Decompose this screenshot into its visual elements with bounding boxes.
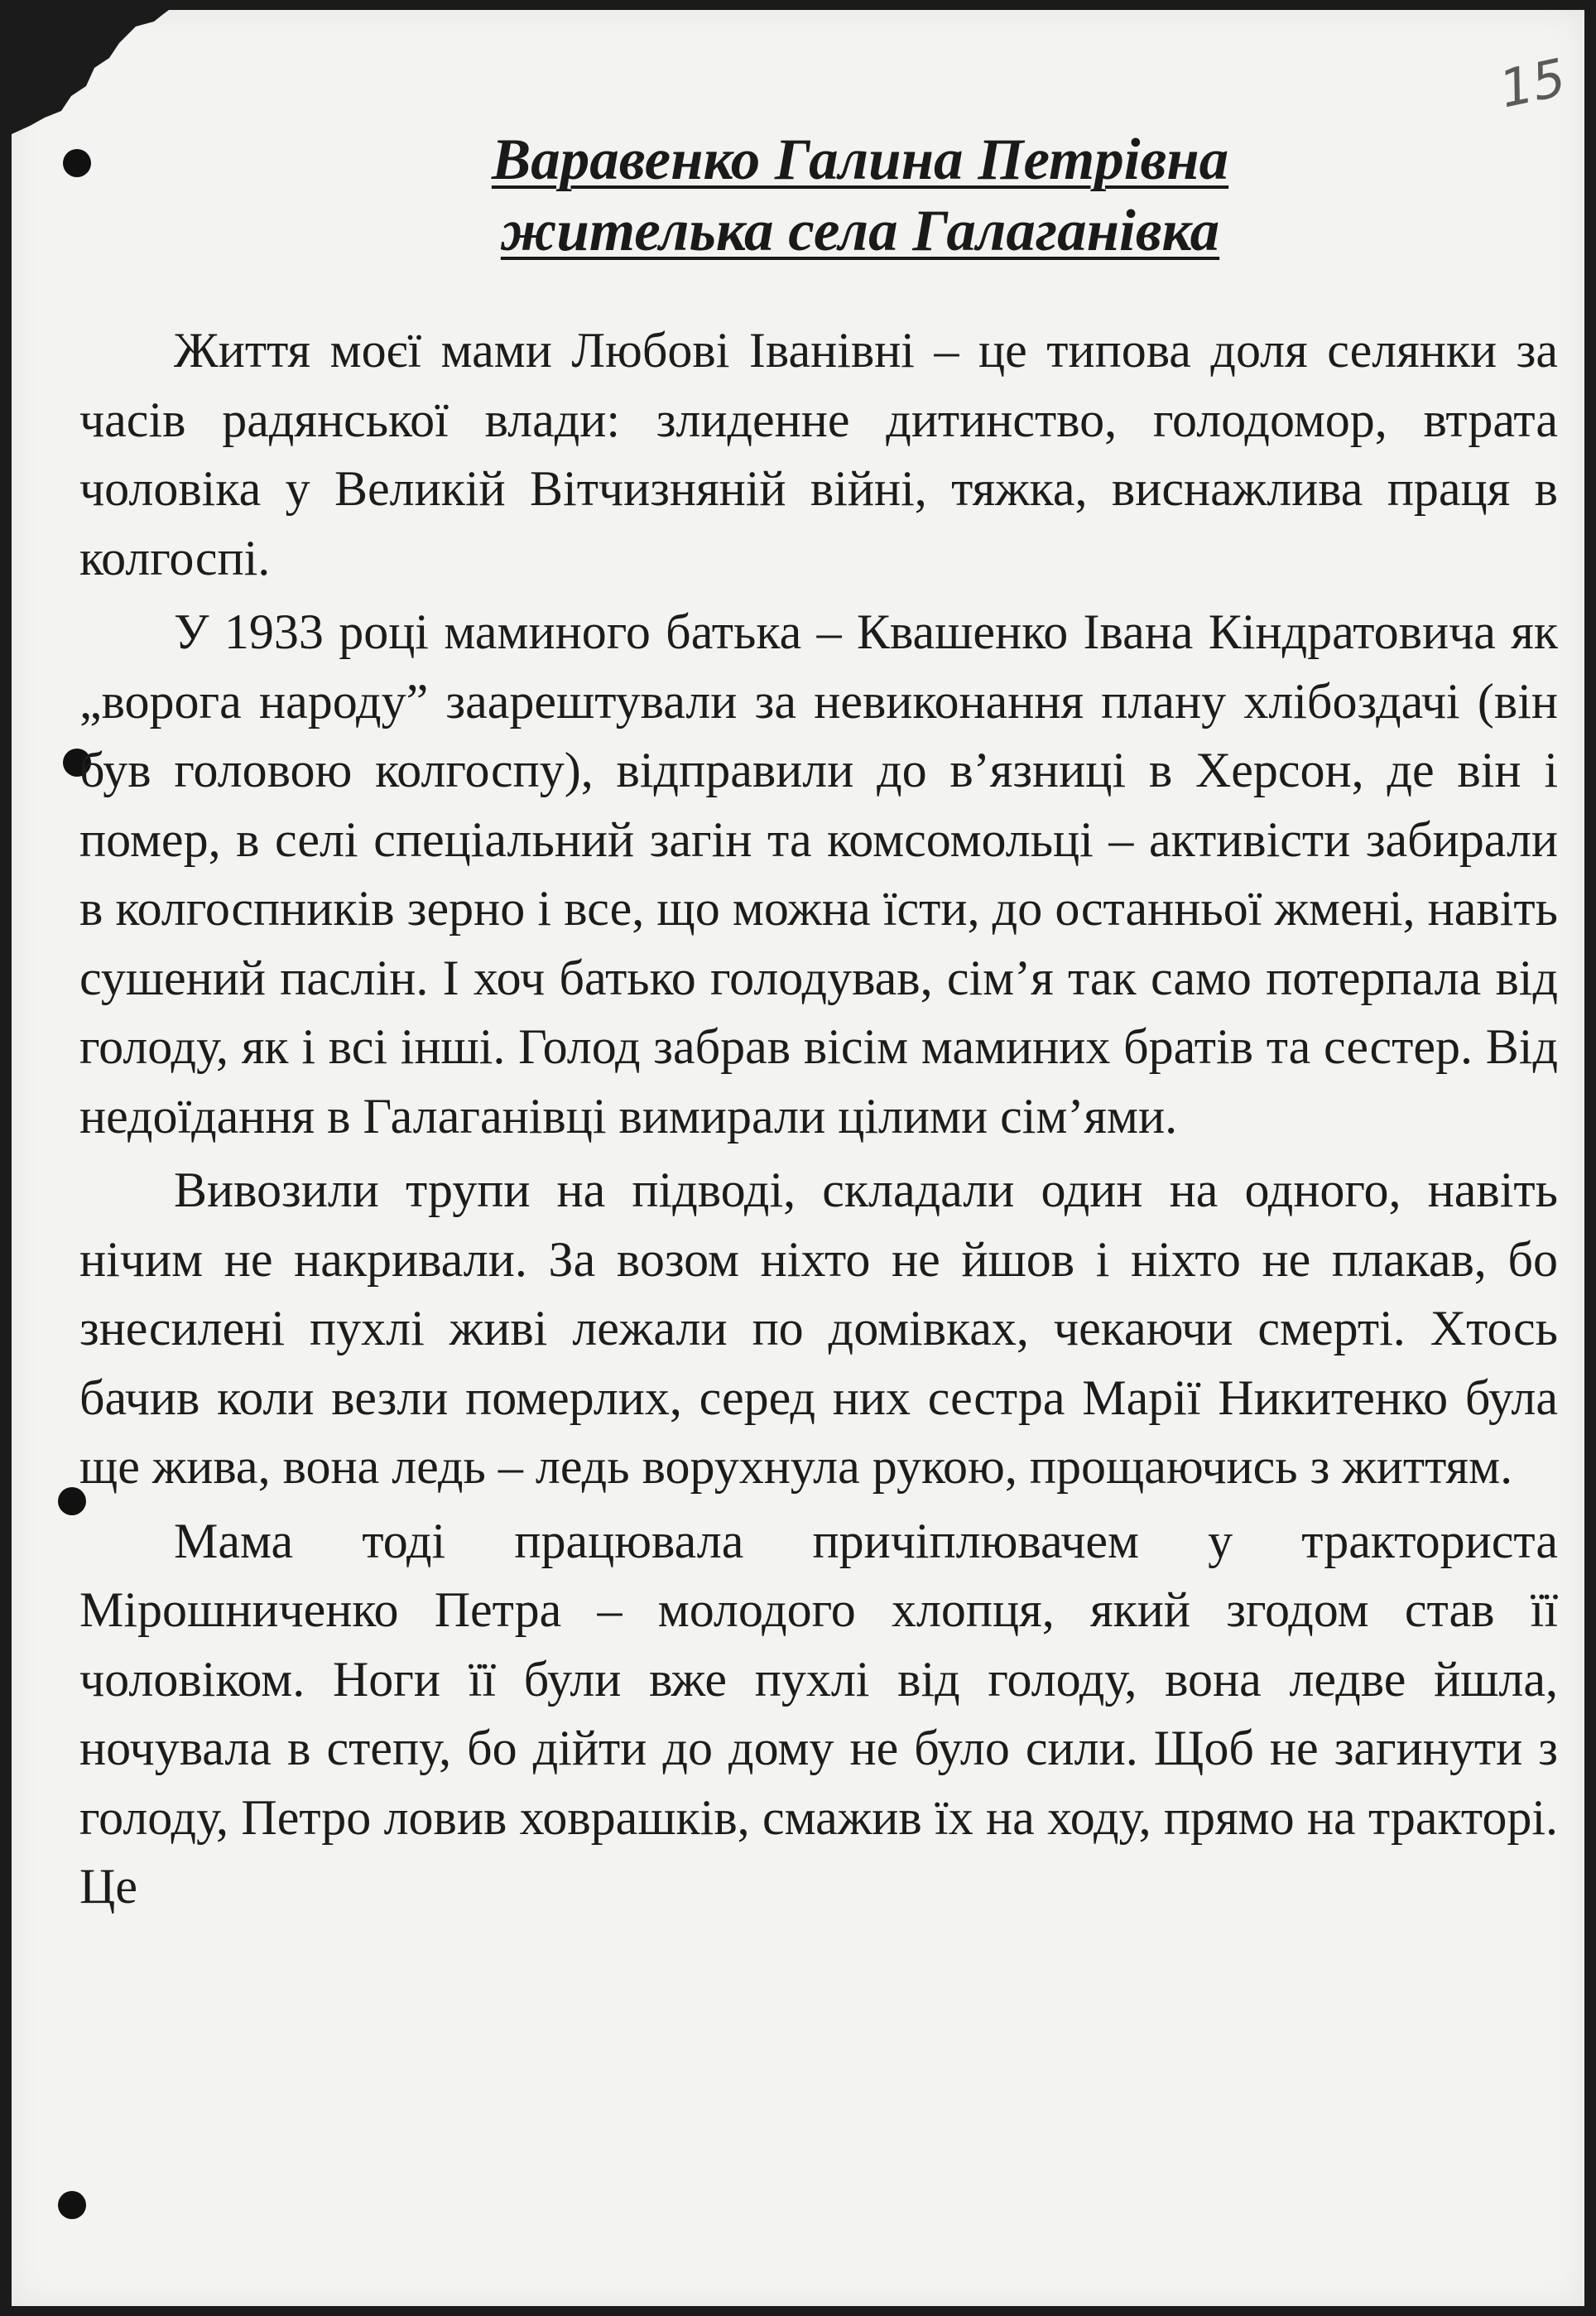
document-body bbox=[79, 316, 1558, 1927]
paragraph: У 1933 році маминого батька – Квашенко Івана Кіндратовича як „ворога народу” заарештували за невиконання плану хлібоздачі (він був головою колгоспу), відправили до в’язниці в Херсон, де він і помер, в селі спеціальний загін та комсомольці – активісти забирали в колгоспників зерно і все, що можна їсти, до останньої жмені, навіть сушений паслін. І хоч батько голодував, сім’я так само потерпала від голоду, як і всі інші. Голод забрав вісім маминих братів та сестер. Від недоїдання в Галаганівці вимирали цілими сім’ями. bbox=[79, 604, 1558, 1144]
paragraph: Мама тоді працювала причіплювачем у тракториста Мірошниченко Петра – молодого хлопця, який згодом став її чоловіком. Ноги її були вже пухлі від голоду, вона ледве йшла, ночувала в степу, бо дійти до дому не було сили. Щоб не загинути з голоду, Петро ловив ховрашків, смажив їх на ходу, прямо на тракторі. Це bbox=[79, 1513, 1558, 1914]
document-page bbox=[12, 10, 1584, 2306]
paragraph: Життя моєї мами Любові Іванівні – це типова доля селянки за часів радянської влади: злиденне дитинство, голодомор, втрата чоловіка у Великій Вітчизняній війні, тяжка, виснажлива праця в колгоспі. bbox=[79, 323, 1558, 585]
document-title bbox=[12, 124, 1584, 267]
punch-hole-bottom bbox=[58, 2191, 86, 2219]
paragraph: Вивозили трупи на підводі, складали один на одного, навіть нічим не накривали. За возом ніхто не йшов і ніхто не плакав, бо знесилені пухлі живі лежали по домівках, чекаючи смерті. Хтось бачив коли везли померлих, серед них сестра Марії Никитенко була ще жива, вона ледь – ледь ворухнула рукою, прощаючись з життям. bbox=[79, 1163, 1558, 1494]
title-author-name: Варавенко Галина Петрівна bbox=[491, 128, 1229, 192]
title-residence: жителька села Галаганівка bbox=[500, 199, 1220, 263]
handwritten-page-number: 15 bbox=[1494, 46, 1571, 120]
torn-corner bbox=[12, 10, 169, 134]
